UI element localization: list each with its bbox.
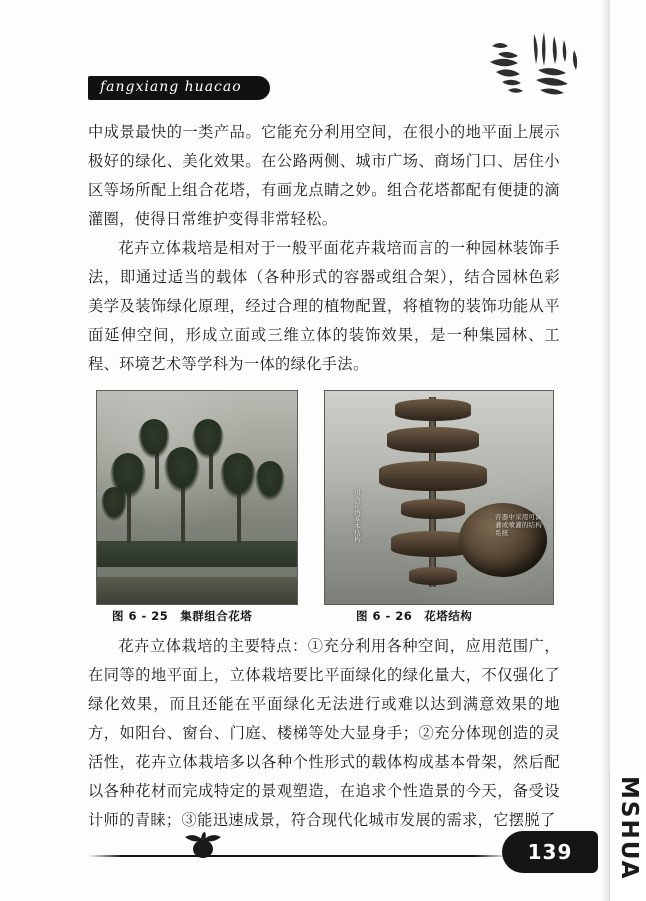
body-text-top [88,118,560,379]
paragraph: 花卉立体栽培的主要特点：①充分利用各种空间，应用范围广，在同等的地平面上，立体栽培要比平面绿化的绿化量大，不仅强化了绿化效果，而且还能在平面绿化无法进行或难以达到满意效果的地方，如阳台、窗台、门庭、楼梯等处大显身手；②充分体现创造的灵活性，花卉立体栽培多以各种个性形式的载体构成基本骨架，然后配以各种花材而完成特定的景观塑造，在追求个性造景的今天，备受设计师的青睐；③能迅速成景，符合现代化城市发展的需求，它摆脱了 [88,638,560,830]
header-banner [88,76,270,100]
figure-image-6-25 [96,390,298,605]
footer-divider [88,855,508,857]
paragraph: 花卉立体栽培是相对于一般平面花卉栽培而言的一种园林装饰手法，即通过适当的载体（各种形式的容器或组合架），结合园林色彩美学及装饰绿化原理，经过合理的植物配置，将植物的装饰功能从平面延伸空间，形成立面或三维立体的装饰效果，是一种集园林、工程、环境艺术等学科为一体的绿化手法。 [88,240,560,373]
figure-caption-6-26: 图 6 - 26 花塔结构 [356,609,473,623]
page-edge-shadow [600,0,610,901]
paragraph: 中成景最快的一类产品。它能充分利用空间，在很小的地平面上展示极好的绿化、美化效果。在公路两侧、城市广场、商场门口、居住小区等场所配上组合花塔，有画龙点睛之妙。组合花塔都配有便捷的滴灌圈，使得日常维护变得非常轻松。 [88,124,560,228]
figure-image-6-26 [324,390,554,605]
chinese-calligraphy-ornament-icon [478,28,588,100]
figure-callout-irrigation: 容器中采用可滴灌或喷灌的结构系统 [495,513,542,537]
side-tab [609,770,646,901]
figure-caption-6-25: 图 6 - 25 集群组合花塔 [112,609,253,623]
figure-row [88,390,560,623]
page-number: 139 [527,840,573,864]
leaf-ornament-icon [180,832,226,862]
body-text-bottom [88,617,560,850]
page-number-badge [502,831,598,873]
header-banner-text: fangxiang huacao [100,79,242,95]
side-tab-label: MSHUA [616,776,642,881]
figure-callout-structure: 组合花塔基本结构 [353,489,361,543]
